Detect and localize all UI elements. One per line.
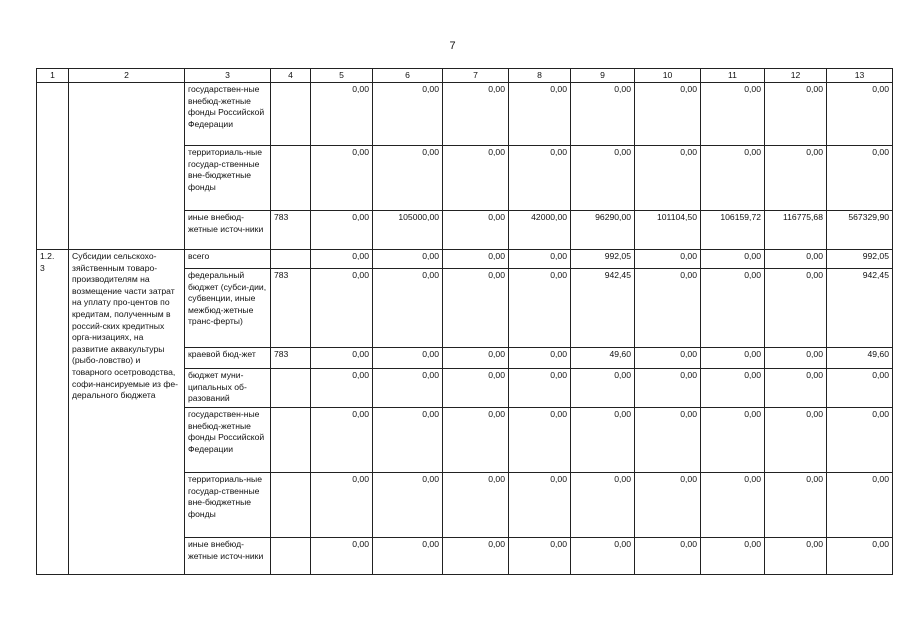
amount-cell: 0,00 [701, 250, 765, 269]
amount-cell: 0,00 [311, 369, 373, 408]
amount-cell: 0,00 [765, 83, 827, 146]
amount-cell: 0,00 [635, 146, 701, 211]
amount-cell: 105000,00 [373, 211, 443, 250]
funding-source-cell: государствен-ные внебюд-жетные фонды Российской Федерации [185, 408, 271, 473]
amount-cell: 0,00 [509, 473, 571, 538]
amount-cell: 49,60 [827, 348, 893, 369]
amount-cell: 0,00 [311, 269, 373, 348]
amount-cell: 0,00 [509, 269, 571, 348]
amount-cell: 0,00 [311, 473, 373, 538]
amount-cell: 0,00 [443, 250, 509, 269]
amount-cell: 0,00 [443, 538, 509, 575]
amount-cell: 0,00 [571, 369, 635, 408]
amount-cell: 0,00 [373, 369, 443, 408]
amount-cell: 0,00 [509, 408, 571, 473]
budget-code-cell [271, 473, 311, 538]
budget-code-cell [271, 83, 311, 146]
item-index-cell [37, 83, 69, 250]
amount-cell: 0,00 [373, 83, 443, 146]
amount-cell: 0,00 [311, 83, 373, 146]
column-header: 9 [571, 69, 635, 83]
amount-cell: 0,00 [443, 369, 509, 408]
amount-cell: 0,00 [635, 473, 701, 538]
column-header: 2 [69, 69, 185, 83]
amount-cell: 0,00 [701, 408, 765, 473]
column-header: 11 [701, 69, 765, 83]
amount-cell: 0,00 [509, 83, 571, 146]
amount-cell: 0,00 [765, 473, 827, 538]
amount-cell: 0,00 [635, 538, 701, 575]
funding-source-cell: федеральный бюджет (субси-дии, субвенции, иные межбюд-жетные транс-ферты) [185, 269, 271, 348]
funding-source-cell: иные внебюд-жетные источ-ники [185, 538, 271, 575]
amount-cell: 101104,50 [635, 211, 701, 250]
funding-source-cell: краевой бюд-жет [185, 348, 271, 369]
amount-cell: 0,00 [827, 408, 893, 473]
amount-cell: 0,00 [311, 538, 373, 575]
column-header: 10 [635, 69, 701, 83]
amount-cell: 0,00 [509, 538, 571, 575]
column-number-row [37, 69, 893, 83]
amount-cell: 0,00 [635, 348, 701, 369]
amount-cell: 0,00 [765, 250, 827, 269]
budget-code-cell [271, 408, 311, 473]
amount-cell: 0,00 [373, 269, 443, 348]
amount-cell: 0,00 [827, 538, 893, 575]
amount-cell: 0,00 [373, 408, 443, 473]
amount-cell: 0,00 [311, 348, 373, 369]
amount-cell: 0,00 [827, 146, 893, 211]
amount-cell: 0,00 [311, 250, 373, 269]
amount-cell: 0,00 [509, 369, 571, 408]
budget-code-cell: 783 [271, 348, 311, 369]
amount-cell: 0,00 [765, 269, 827, 348]
amount-cell: 0,00 [765, 369, 827, 408]
amount-cell: 0,00 [635, 269, 701, 348]
page-number: 7 [449, 40, 456, 52]
budget-code-cell [271, 146, 311, 211]
amount-cell: 0,00 [571, 538, 635, 575]
budget-code-cell [271, 369, 311, 408]
amount-cell: 0,00 [635, 369, 701, 408]
table-row [37, 250, 893, 269]
amount-cell: 942,45 [827, 269, 893, 348]
column-header: 4 [271, 69, 311, 83]
amount-cell: 0,00 [571, 473, 635, 538]
item-index-cell: 1.2. 3 [37, 250, 69, 575]
column-header: 7 [443, 69, 509, 83]
amount-cell: 0,00 [373, 348, 443, 369]
amount-cell: 0,00 [311, 408, 373, 473]
funding-source-cell: бюджет муни-ципальных об-разований [185, 369, 271, 408]
amount-cell: 0,00 [443, 269, 509, 348]
item-name-cell: Субсидии сельскохо-зяйственным товаро-производителям на возмещение части затрат на уплату про-центов по кредитам, полученным в россий-ских кредитных орга-низациях, на развитие аквакультуры (рыбо-ловство) и товарного осетроводства, софи-нансируемые из фе-дерального бюджета [69, 250, 185, 575]
amount-cell: 49,60 [571, 348, 635, 369]
amount-cell: 0,00 [635, 250, 701, 269]
amount-cell: 0,00 [827, 83, 893, 146]
amount-cell: 0,00 [765, 146, 827, 211]
amount-cell: 0,00 [765, 408, 827, 473]
amount-cell: 96290,00 [571, 211, 635, 250]
amount-cell: 0,00 [571, 83, 635, 146]
amount-cell: 0,00 [765, 348, 827, 369]
funding-source-cell: всего [185, 250, 271, 269]
amount-cell: 0,00 [701, 538, 765, 575]
amount-cell: 567329,90 [827, 211, 893, 250]
amount-cell: 0,00 [373, 146, 443, 211]
amount-cell: 0,00 [443, 408, 509, 473]
amount-cell: 116775,68 [765, 211, 827, 250]
amount-cell: 0,00 [509, 146, 571, 211]
budget-code-cell: 783 [271, 269, 311, 348]
amount-cell: 0,00 [509, 348, 571, 369]
amount-cell: 0,00 [827, 473, 893, 538]
column-header: 12 [765, 69, 827, 83]
amount-cell: 0,00 [635, 408, 701, 473]
amount-cell: 0,00 [443, 83, 509, 146]
funding-source-cell: иные внебюд-жетные источ-ники [185, 211, 271, 250]
amount-cell: 0,00 [509, 250, 571, 269]
amount-cell: 0,00 [373, 250, 443, 269]
amount-cell: 0,00 [443, 348, 509, 369]
column-header: 3 [185, 69, 271, 83]
amount-cell: 0,00 [571, 408, 635, 473]
column-header: 8 [509, 69, 571, 83]
amount-cell: 0,00 [311, 211, 373, 250]
amount-cell: 0,00 [571, 146, 635, 211]
table-row [37, 83, 893, 146]
amount-cell: 942,45 [571, 269, 635, 348]
amount-cell: 0,00 [373, 538, 443, 575]
table-body [37, 83, 893, 575]
amount-cell: 42000,00 [509, 211, 571, 250]
amount-cell: 992,05 [827, 250, 893, 269]
amount-cell: 992,05 [571, 250, 635, 269]
amount-cell: 0,00 [443, 211, 509, 250]
amount-cell: 0,00 [701, 348, 765, 369]
amount-cell: 0,00 [701, 269, 765, 348]
budget-code-cell [271, 250, 311, 269]
amount-cell: 0,00 [701, 369, 765, 408]
amount-cell: 0,00 [635, 83, 701, 146]
funding-source-cell: территориаль-ные государ-ственные вне-бюджетные фонды [185, 146, 271, 211]
item-name-cell [69, 83, 185, 250]
column-header: 5 [311, 69, 373, 83]
amount-cell: 0,00 [701, 473, 765, 538]
funding-source-cell: государствен-ные внебюд-жетные фонды Российской Федерации [185, 83, 271, 146]
budget-table [36, 68, 893, 575]
column-header: 1 [37, 69, 69, 83]
column-header: 13 [827, 69, 893, 83]
amount-cell: 0,00 [311, 146, 373, 211]
budget-code-cell: 783 [271, 211, 311, 250]
budget-code-cell [271, 538, 311, 575]
amount-cell: 0,00 [827, 369, 893, 408]
funding-source-cell: территориаль-ные государ-ственные вне-бюджетные фонды [185, 473, 271, 538]
amount-cell: 0,00 [765, 538, 827, 575]
amount-cell: 0,00 [373, 473, 443, 538]
amount-cell: 0,00 [701, 146, 765, 211]
amount-cell: 0,00 [701, 83, 765, 146]
amount-cell: 0,00 [443, 146, 509, 211]
amount-cell: 0,00 [443, 473, 509, 538]
column-header: 6 [373, 69, 443, 83]
amount-cell: 106159,72 [701, 211, 765, 250]
